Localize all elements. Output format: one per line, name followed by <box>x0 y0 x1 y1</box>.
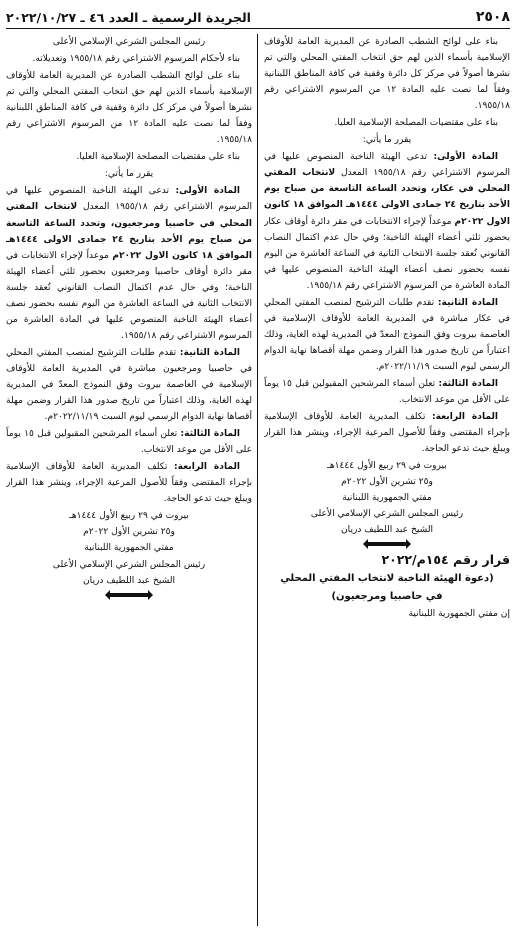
paragraph: بناء على مقتضيات المصلحة الإسلامية العليا. <box>334 118 498 129</box>
date-gregorian: و٢٥ تشرين الأول ٢٠٢٢م <box>341 477 433 488</box>
decree-subtitle: (دعوة الهيئة الناخبة لانتخاب المفتي المحلي <box>280 572 494 584</box>
article-3 <box>6 426 252 458</box>
decree-title: قرار رقم ١٥٤م/٢٠٢٢ <box>381 552 510 568</box>
date-gregorian: و٢٥ تشرين الأول ٢٠٢٢م <box>83 527 175 538</box>
article-2 <box>264 295 510 375</box>
article-4 <box>264 409 510 457</box>
article-text: تكلف المديرية العامة للأوقاف الإسلامية بإجراء المقتضى وفقاً للأصول المرعية الإجراء، وينشر هذا القرار ويبلغ حيث تدعو الحاجة. <box>6 462 252 505</box>
article-text: موعداً لإجراء الانتخابات في مقر دائرة أوقاف عكار بحضور ثلثي أعضاء الهيئة الناخبة؛ وفي حال عدم اكتمال النصاب القانوني تُعقد جلسة الانتخاب الثانية في الساعة العاشرة من اليوم نفسه بحضور نصف أعضاء الهيئة الناخبة المنصوص عليها في المادة العاشرة من المرسوم الاشتراعي رقم ١٩٥٥/١٨. <box>264 216 510 291</box>
article-1 <box>264 149 510 293</box>
signature-name: الشيخ عبد اللطيف دريان <box>341 525 433 536</box>
article-label: المادة الأولى: <box>175 186 240 197</box>
page-header <box>6 6 510 29</box>
decree-subtitle: في حاصبيا ومرجعيون) <box>331 590 443 602</box>
signature-title: رئيس المجلس الشرعي الإسلامي الأعلى <box>310 509 464 520</box>
right-column <box>264 34 510 926</box>
signature-title: رئيس المجلس الشرعي الإسلامي الأعلى <box>52 559 206 570</box>
resolves-heading: يقرر ما يأتي: <box>362 135 412 146</box>
page-number: ٢٥٠٨ <box>475 9 510 25</box>
article-text: تعلن أسماء المرشحين المقبولين قبل ١٥ يوماً على الأقل من موعد الانتخاب. <box>264 378 510 406</box>
paragraph: بناء على مقتضيات المصلحة الإسلامية العليا. <box>76 152 240 163</box>
decree-intro: إن مفتي الجمهورية اللبنانية <box>408 608 510 619</box>
section-divider <box>6 593 252 597</box>
article-text: تكلف المديرية العامة للأوقاف الإسلامية بإجراء المقتضى وفقاً للأصول المرعية الإجراء، وينشر هذا القرار ويبلغ حيث تدعو الحاجة. <box>264 412 510 455</box>
article-text: موعداً لإجراء الانتخابات في مقر دائرة أوقاف حاصبيا ومرجعيون بحضور ثلثي أعضاء الهيئة الناخبة؛ وفي حال عدم اكتمال النصاب القانوني تُعقد جلسة الانتخاب الثانية في الساعة العاشرة من اليوم نفسه بحضور نصف أعضاء الهيئة الناخبة المنصوص عليها في المادة العاشرة من المرسوم الاشتراعي رقم ١٩٥٥/١٨. <box>6 250 252 341</box>
article-bold-text: لانتخاب المفتي المحلي في عكار، وتحدد الساعة التاسعة من صباح يوم الأحد بتاريخ ٢٤ جمادى الاولى ١٤٤٤هـ الموافق ١٨ كانون الاول ٢٠٢٢م <box>264 168 510 227</box>
article-1 <box>6 183 252 343</box>
article-3 <box>264 376 510 408</box>
article-text: تدعى الهيئة الناخبة المنصوص عليها في المرسوم الاشتراعي رقم ١٩٥٥/١٨ المعدل <box>264 152 510 179</box>
section-divider <box>264 542 510 546</box>
article-2 <box>6 345 252 425</box>
article-label: المادة الرابعة: <box>432 412 499 423</box>
date-hijri: بيروت في ٢٩ ربيع الأول ١٤٤٤هـ <box>69 511 189 522</box>
signature-name: الشيخ عبد اللطيف دريان <box>83 575 175 586</box>
article-label: المادة الأولى: <box>433 152 498 163</box>
gazette-title: الجريدة الرسمية ـ العدد ٤٦ ـ ٢٠٢٢/١٠/٢٧ <box>6 9 251 25</box>
article-bold-text: لانتخاب المفتي المحلي في حاصبيا ومرجعيون، وتحدد الساعة التاسعة من صباح يوم الأحد بتاريخ ٢٤ جمادى الاولى ١٤٤٤هـ الموافق ١٨ كانون الاول ٢٠٢٢م <box>6 202 252 261</box>
left-column <box>6 34 252 926</box>
paragraph: بناء على لوائح الشطب الصادرة عن المديرية العامة للأوقاف الإسلامية بأسماء الذين لهم حق انتخاب المفتي المحلي والتي تم نشرها أصولاً في مركز كل دائرة وقفية في كافة المناطق اللبنانية وفقاً لما نصت عليه المادة ١٢ من المرسوم الاشتراعي رقم ١٩٥٥/١٨. <box>264 37 510 112</box>
column-divider <box>257 34 258 926</box>
article-text: تقدم طلبات الترشيح لمنصب المفتي المحلي في حاصبيا ومرجعيون مباشرة في المديرية العامة للأوقاف الإسلامية في العاصمة بيروت وفق النموذج المعدّ في المديرية لهذه الغاية، وذلك اعتباراً من تاريخ صدور هذا القرار وضمن مهلة أقصاها نهاية الدوام الرسمي ليوم السبت ٢٠٢٢/١١/١٩م. <box>6 347 252 423</box>
paragraph: بناء لأحكام المرسوم الاشتراعي رقم ١٩٥٥/١٨ وتعديلاته. <box>32 54 240 65</box>
article-label: المادة الثانية: <box>179 347 240 358</box>
article-label: المادة الثانية: <box>437 297 498 308</box>
signature-title: مفتي الجمهورية اللبنانية <box>342 493 432 504</box>
date-hijri: بيروت في ٢٩ ربيع الأول ١٤٤٤هـ <box>327 461 447 472</box>
signature-title: مفتي الجمهورية اللبنانية <box>84 543 174 554</box>
article-text: تدعى الهيئة الناخبة المنصوص عليها في المرسوم الاشتراعي رقم ١٩٥٥/١٨ المعدل <box>6 186 252 213</box>
resolves-heading: يقرر ما يأتي: <box>104 169 154 180</box>
article-label: المادة الرابعة: <box>174 462 241 473</box>
article-text: تعلن أسماء المرشحين المقبولين قبل ١٥ يوماً على الأقل من موعد الانتخاب. <box>6 429 252 456</box>
article-4 <box>6 459 252 507</box>
paragraph: رئيس المجلس الشرعي الإسلامي الأعلى <box>52 37 206 47</box>
article-text: تقدم طلبات الترشيح لمنصب المفتي المحلي في عكار مباشرة في المديرية العامة للأوقاف الإسلامية في العاصمة بيروت وفق النموذج المعدّ في المديرية لهذه الغاية، وذلك اعتباراً من تاريخ صدور هذا القرار وضمن مهلة أقصاها نهاية الدوام الرسمي ليوم السبت ٢٠٢٢/١١/١٩م. <box>264 297 510 372</box>
paragraph: بناء على لوائح الشطب الصادرة عن المديرية العامة للأوقاف الإسلامية بأسماء الذين لهم حق انتخاب المفتي المحلي والتي تم نشرها أصولاً في مركز كل دائرة وقفية في كافة المناطق اللبنانية وفقاً لما نصت عليه المادة ١٢ من المرسوم الاشتراعي رقم ١٩٥٥/١٨. <box>6 71 252 146</box>
article-label: المادة الثالثة: <box>438 378 498 389</box>
article-label: المادة الثالثة: <box>180 429 240 440</box>
